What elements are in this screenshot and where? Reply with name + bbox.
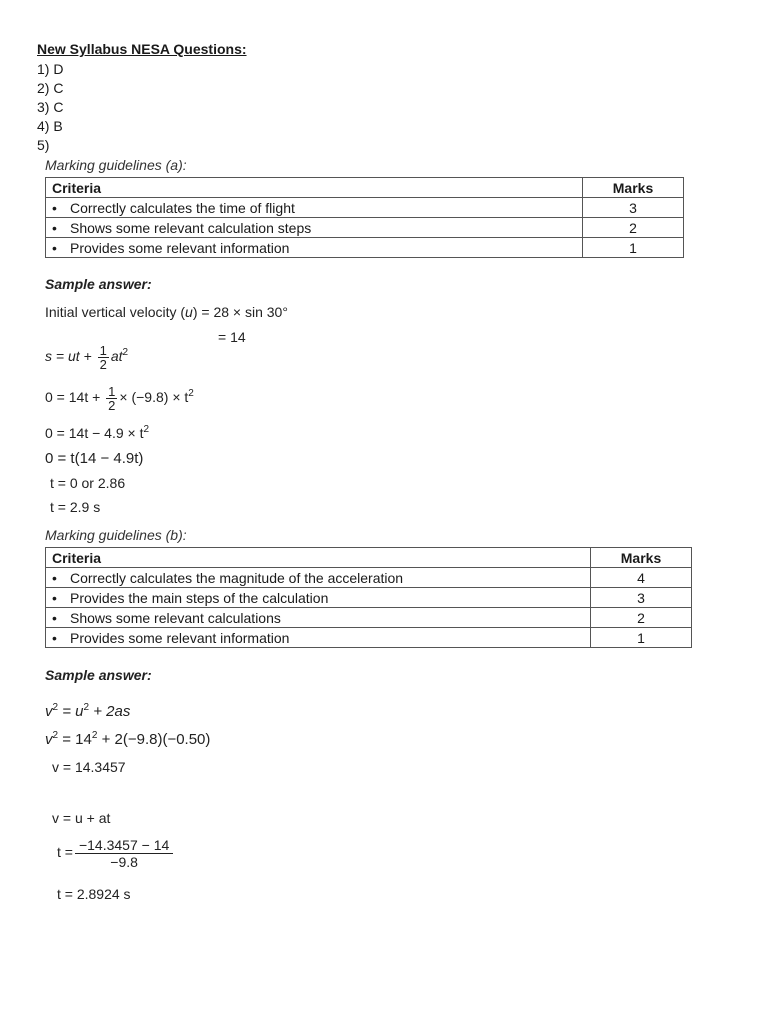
table-row <box>46 568 692 588</box>
eq-var: v <box>45 731 53 748</box>
criteria-cell <box>46 238 583 258</box>
table-row <box>46 218 684 238</box>
marks-cell: 3 <box>591 588 692 608</box>
equation-answer-a: t = 2.9 s <box>50 499 101 515</box>
bullet: • <box>52 609 57 626</box>
denominator: 2 <box>108 398 116 413</box>
table-row <box>46 588 692 608</box>
bullet: • <box>52 629 57 646</box>
exponent: 2 <box>52 702 59 713</box>
equation-substitution <box>45 385 194 412</box>
answer-5: 5) <box>37 137 50 153</box>
criteria-header: Criteria <box>46 548 591 568</box>
answer-4: 4) B <box>37 118 63 134</box>
criteria-cell <box>46 628 591 648</box>
exponent: 2 <box>122 347 129 359</box>
marks-cell: 2 <box>583 218 684 238</box>
eq-text: × (−9.8) × t <box>119 389 189 406</box>
eq-text: = u <box>58 703 84 720</box>
numerator: 1 <box>99 343 107 358</box>
eq-text: 0 = 14t + <box>45 389 105 406</box>
marking-guidelines-b-title: Marking guidelines (b): <box>45 527 187 543</box>
table-row <box>46 238 684 258</box>
marking-table-a <box>45 177 684 258</box>
criteria-text: Provides some relevant information <box>70 239 290 256</box>
table-row <box>46 608 692 628</box>
marks-cell: 1 <box>591 628 692 648</box>
eq-text: = 14 <box>58 731 92 748</box>
answer-3: 3) C <box>37 99 64 115</box>
criteria-text: Correctly calculates the magnitude of the acceleration <box>70 569 404 586</box>
equation-simplified <box>45 425 149 441</box>
eq-text: ) = 28 × sin 30° <box>192 304 288 320</box>
exponent: 2 <box>83 702 90 713</box>
criteria-text: Correctly calculates the time of flight <box>70 199 295 216</box>
criteria-text: Shows some relevant calculations <box>70 609 281 626</box>
marks-cell: 3 <box>583 198 684 218</box>
table-header-row <box>46 548 692 568</box>
marks-cell: 4 <box>591 568 692 588</box>
equation-velocity-result: v = 14.3457 <box>52 759 126 775</box>
equation-v-u-at: v = u + at <box>52 810 111 826</box>
equation-t-fraction <box>57 837 175 870</box>
marking-guidelines-a-title: Marking guidelines (a): <box>45 157 187 173</box>
exponent: 2 <box>188 388 194 400</box>
fraction <box>98 344 109 371</box>
fraction <box>75 837 173 870</box>
equation-answer-b: t = 2.8924 s <box>57 886 131 902</box>
eq-text: 0 = 14t − 4.9 × t <box>45 425 144 441</box>
table-row <box>46 628 692 648</box>
eq-text: s = ut + <box>45 348 96 365</box>
equation-roots: t = 0 or 2.86 <box>50 475 126 491</box>
table-header-row <box>46 178 684 198</box>
marks-cell: 2 <box>591 608 692 628</box>
eq-text: at <box>110 348 123 365</box>
criteria-text: Shows some relevant calculation steps <box>70 219 312 236</box>
equation-factored: 0 = t(14 − 4.9t) <box>45 450 144 467</box>
exponent: 2 <box>143 424 150 435</box>
criteria-cell <box>46 568 591 588</box>
marks-header: Marks <box>591 548 692 568</box>
eq-text: Initial vertical velocity ( <box>45 304 186 320</box>
table-row <box>46 198 684 218</box>
bullet: • <box>52 569 57 586</box>
numerator: 1 <box>108 384 116 399</box>
equation-kinematic <box>45 703 130 720</box>
bullet: • <box>52 589 57 606</box>
fraction <box>106 385 117 412</box>
answer-2: 2) C <box>37 80 64 96</box>
eq-text: t = <box>57 844 73 861</box>
marks-header: Marks <box>583 178 684 198</box>
sample-answer-b-title: Sample answer: <box>45 667 152 683</box>
bullet: • <box>52 199 57 216</box>
criteria-cell <box>46 198 583 218</box>
equation-suvat <box>45 344 128 371</box>
eq-text: + 2as <box>89 703 131 720</box>
criteria-header: Criteria <box>46 178 583 198</box>
sample-answer-a-title: Sample answer: <box>45 276 152 292</box>
eq-var: u <box>185 304 193 320</box>
equation-kinematic-substituted <box>45 731 210 748</box>
marking-table-b <box>45 547 692 648</box>
exponent: 2 <box>52 730 59 741</box>
marks-cell: 1 <box>583 238 684 258</box>
page-title: New Syllabus NESA Questions: <box>37 41 247 57</box>
criteria-text: Provides some relevant information <box>70 629 290 646</box>
criteria-text: Provides the main steps of the calculation <box>70 589 329 606</box>
exponent: 2 <box>91 730 98 741</box>
criteria-cell <box>46 218 583 238</box>
bullet: • <box>52 239 57 256</box>
denominator: 2 <box>99 357 107 372</box>
criteria-cell <box>46 588 591 608</box>
eq-var: v <box>45 703 53 720</box>
answer-1: 1) D <box>37 61 64 77</box>
bullet: • <box>52 219 57 236</box>
denominator: −9.8 <box>110 854 138 870</box>
criteria-cell <box>46 608 591 628</box>
equation-initial-velocity <box>45 304 288 320</box>
equation-result-14: = 14 <box>218 329 246 345</box>
numerator: −14.3457 − 14 <box>75 837 173 854</box>
eq-text: + 2(−9.8)(−0.50) <box>97 731 211 748</box>
